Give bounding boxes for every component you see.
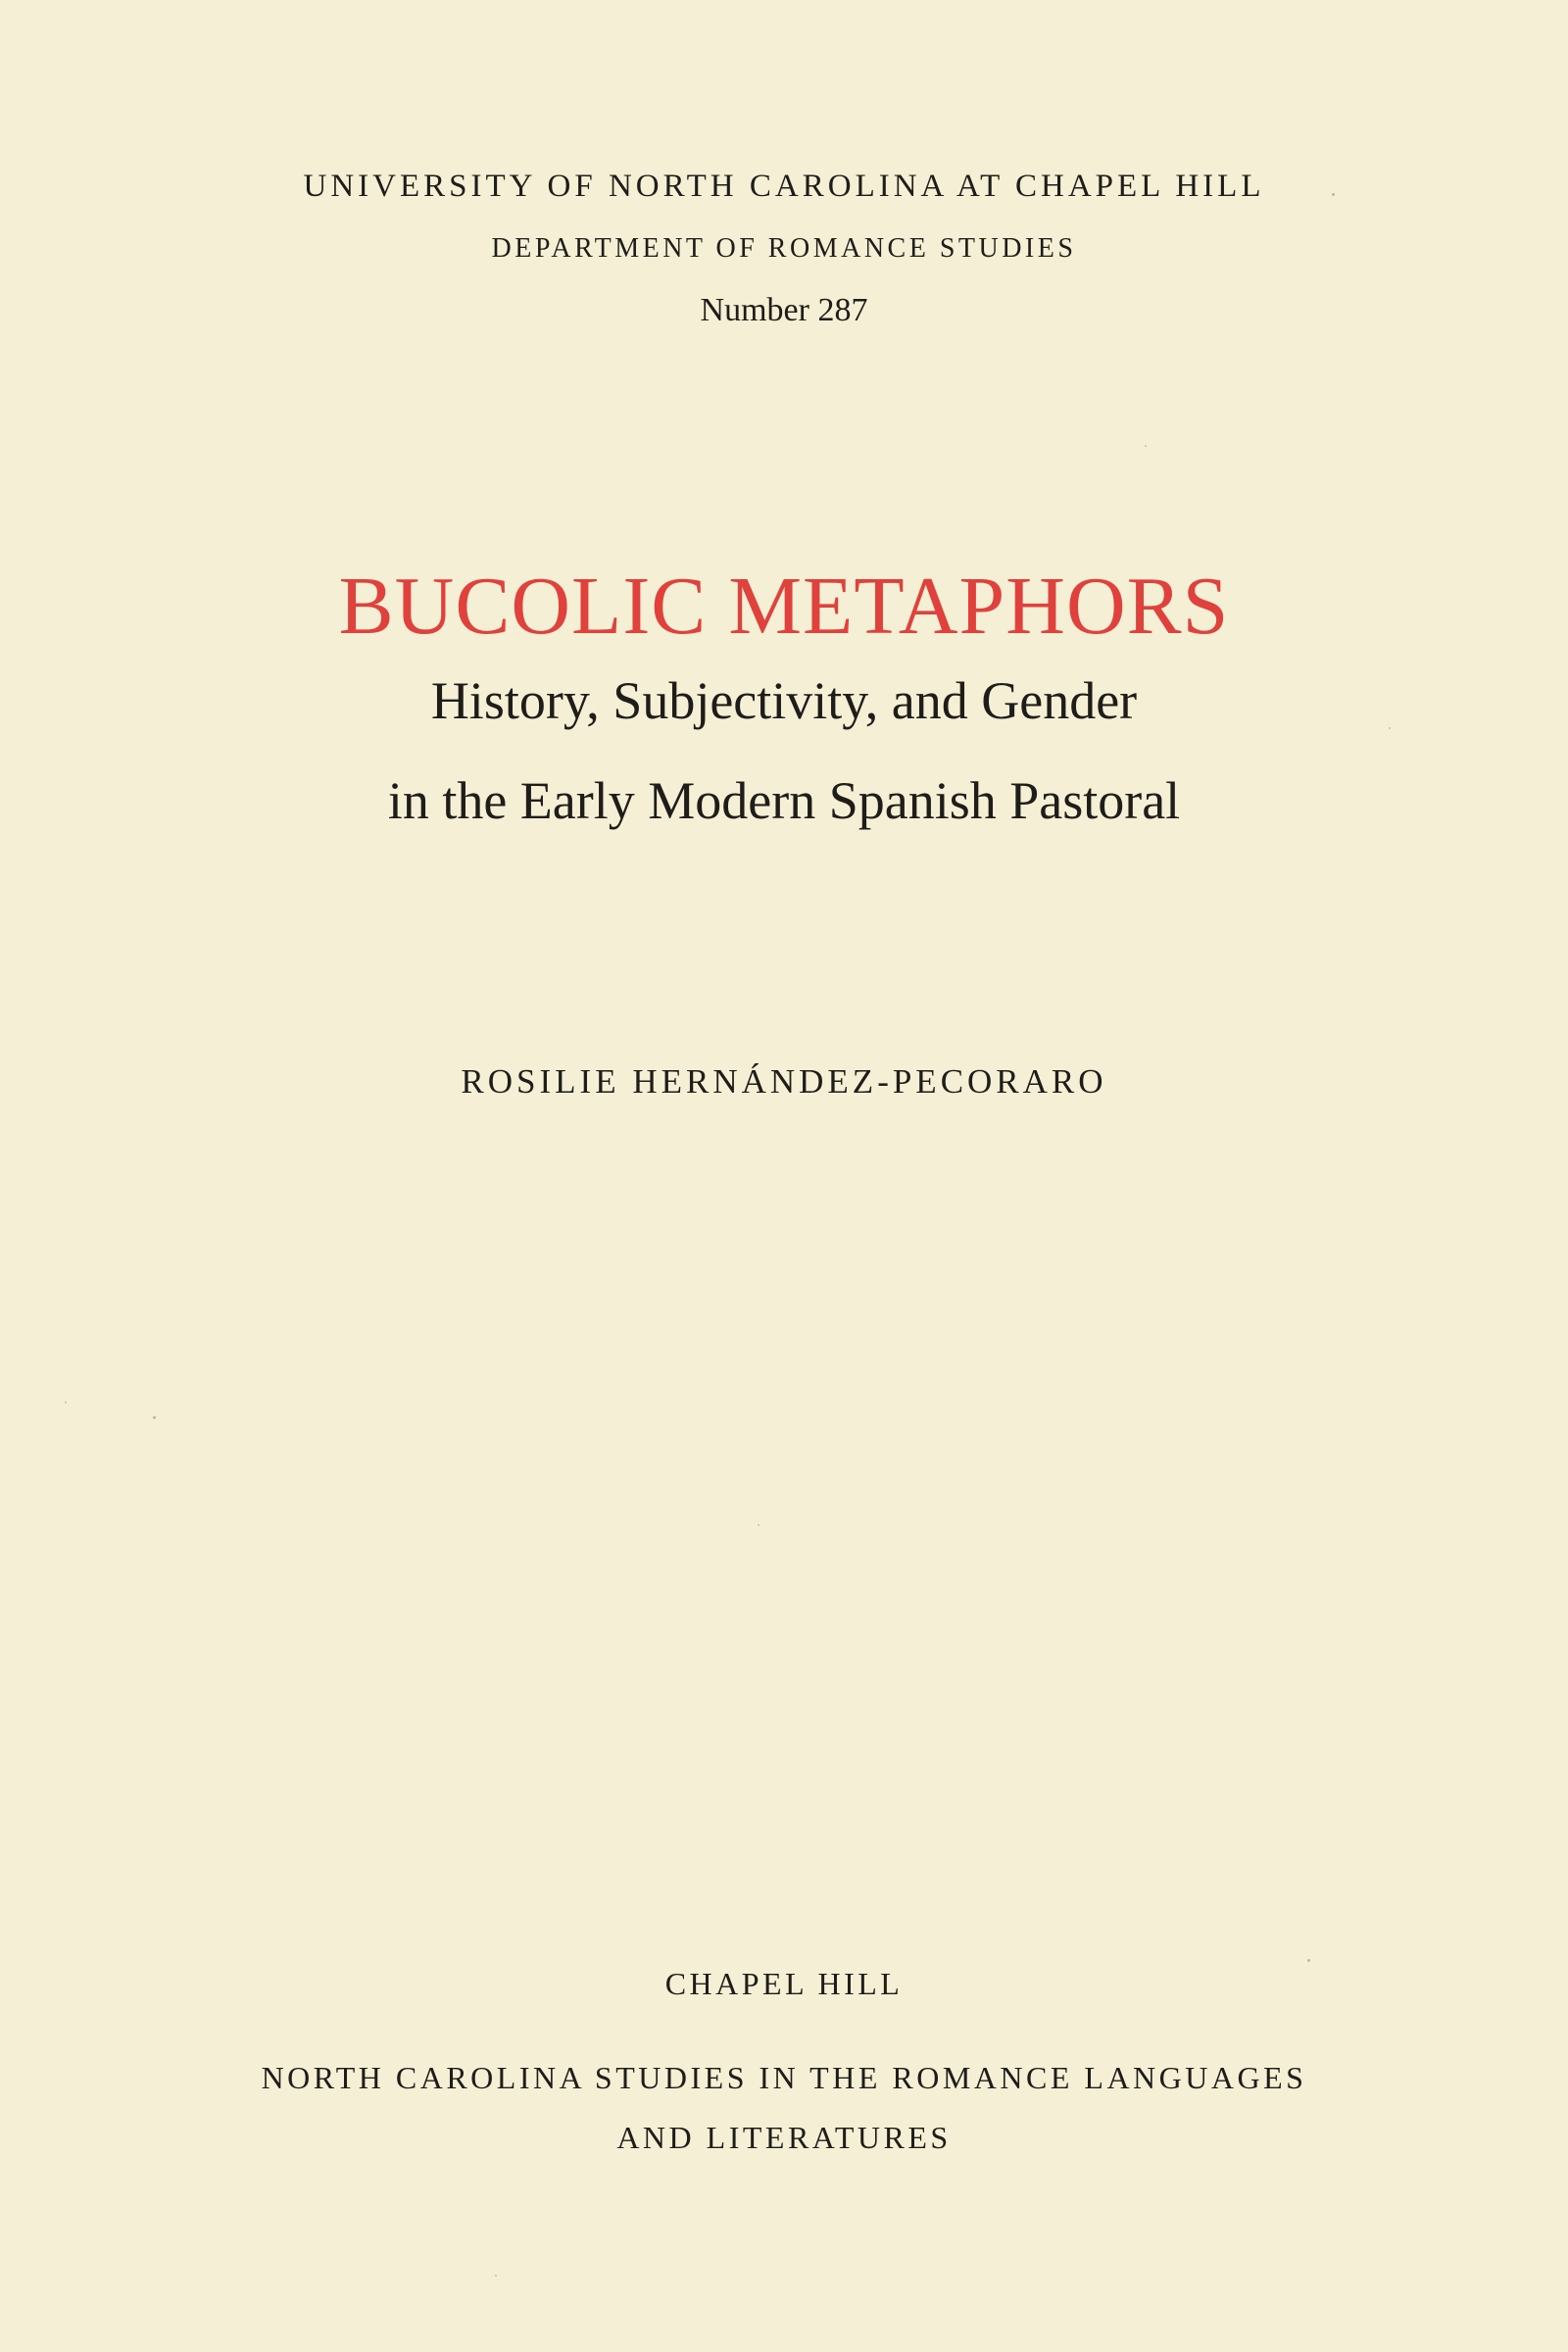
paper-speck xyxy=(65,1401,67,1403)
series-title-line-2: AND LITERATURES xyxy=(616,2120,952,2155)
paper-speck xyxy=(1307,1959,1310,1962)
paper-speck xyxy=(1332,193,1335,196)
paper-speck xyxy=(495,2275,497,2277)
paper-speck xyxy=(1389,727,1391,729)
paper-speck xyxy=(758,1524,760,1526)
book-subtitle-line-2: in the Early Modern Spanish Pastoral xyxy=(387,771,1181,830)
publication-place: CHAPEL HILL xyxy=(664,1966,904,2001)
book-title: BUCOLIC METAPHORS xyxy=(338,561,1230,652)
book-subtitle-line-1: History, Subjectivity, and Gender xyxy=(430,671,1138,730)
university-header: UNIVERSITY OF NORTH CAROLINA AT CHAPEL HILL xyxy=(303,169,1265,204)
paper-speck xyxy=(153,1416,156,1419)
department-header: DEPARTMENT OF ROMANCE STUDIES xyxy=(491,233,1077,264)
series-title-line-1: NORTH CAROLINA STUDIES IN THE ROMANCE LANGUAGES xyxy=(261,2060,1307,2095)
paper-speck xyxy=(1145,445,1147,447)
series-number: Number 287 xyxy=(700,292,868,328)
author-name: ROSILIE HERNÁNDEZ-PECORARO xyxy=(461,1062,1107,1101)
